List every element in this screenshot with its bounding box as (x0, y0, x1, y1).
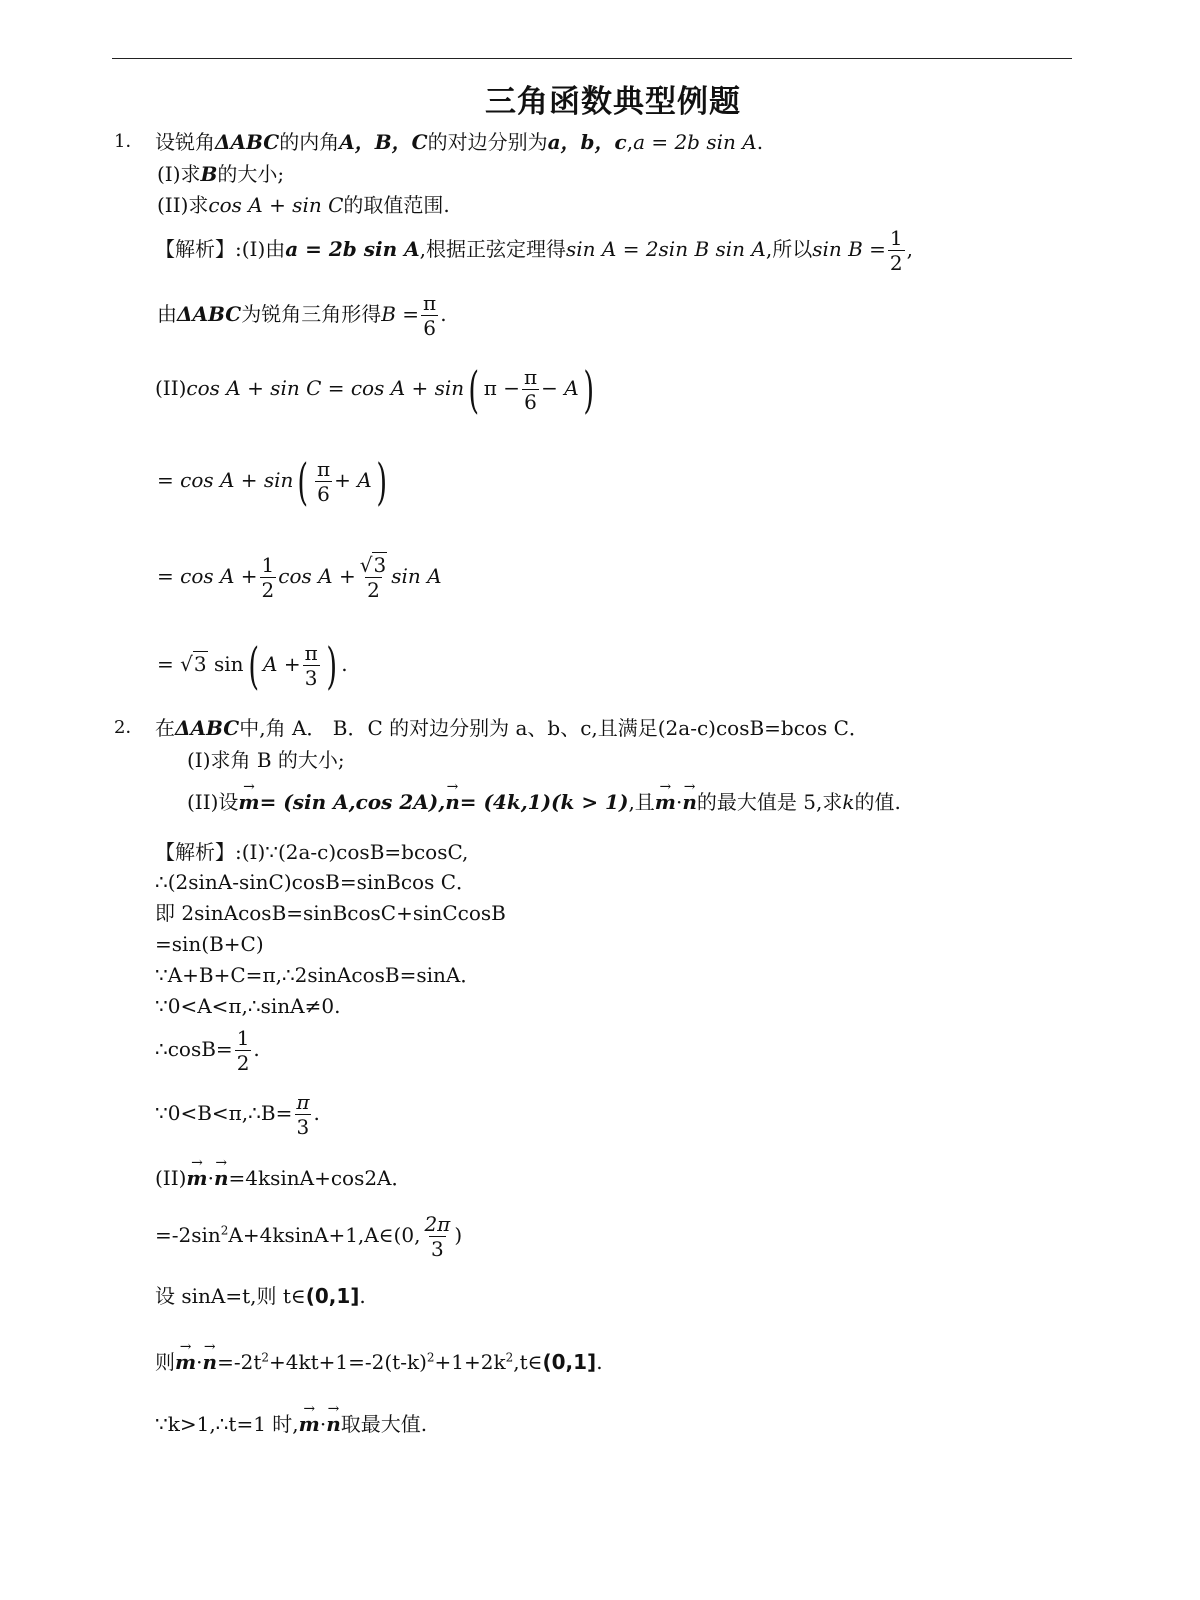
top-rule (112, 58, 1072, 59)
question-1-number: 1． (114, 131, 144, 152)
question-2-solution-line-3: 即 2sinAcosB=sinBcosC+sinCcosB (155, 901, 506, 925)
fraction: $\frac{1}{2}$ (236, 1026, 250, 1075)
question-2-stem: 在ΔABC中,角 A． B．C 的对边分别为 a、b、c,且满足(2a-c)cosB=bcos C． (155, 716, 869, 740)
fraction: $\frac{\pi}{3}$ (304, 641, 318, 690)
question-2-solution-line-7: ∴cosB= $\frac{1}{2}$ . (155, 1026, 260, 1075)
fraction: $\frac{1}{2}$ (261, 553, 275, 602)
question-1-solution-line-1: 【解析】:(I)由a = 2b sin A,根据正弦定理得sin A = 2sin B sin A,所以sin B = $\frac{1}{2}$ , (155, 226, 914, 275)
fraction: $\frac{1}{2}$ (889, 226, 903, 275)
fraction: $\frac{2\pi}{3}$ (424, 1212, 451, 1261)
question-2-solution-line-4: =sin(B+C) (155, 932, 264, 956)
question-2-solution-line-10: $=-2\sin^2A+4ksinA+1,A\in(0$, $\frac{2\pi}{3}$ ) (155, 1212, 463, 1261)
question-1-part-2: (II)求cos A + sin C的取值范围. (157, 193, 450, 217)
question-1-derivation-step-3: = cos A + $\frac{1}{2}$ cos A + $\frac{√3}{2}$ sin A (157, 553, 442, 602)
vector-m: → m (655, 788, 676, 816)
question-1-derivation-step-1: (II)cos A + sin C = cos A + sin( π − $\frac{\pi}{6}$ − A) (155, 360, 594, 419)
vector-n: → n (682, 788, 697, 816)
question-2-solution-line-2: ∴(2sinA-sinC)cosB=sinBcos C． (155, 870, 477, 894)
question-2-solution-line-8: ∵0<B<π,∴B= $\frac{\pi}{3}$ . (155, 1090, 320, 1139)
vector-m: → m (299, 1410, 320, 1438)
fraction: $\frac{\pi}{6}$ (523, 365, 538, 414)
vector-m: → m (175, 1348, 196, 1376)
vector-m: → m (238, 788, 259, 816)
question-2-solution-line-13: ∵k>1,∴t=1 时,→ m·→ n取最大值. (155, 1410, 427, 1438)
question-1-stem: 设锐角ΔABC的内角A，B，C的对边分别为a，b，c,a = 2b sin A. (155, 130, 764, 154)
fraction: $\frac{\pi}{6}$ (423, 291, 437, 340)
question-2-solution-line-11: 设 sinA=t,则 t∈(0,1]. (155, 1284, 366, 1308)
question-1-part-1: (I)求B的大小; (157, 162, 285, 186)
question-2-solution-line-6: ∵0<A<π,∴sinA≠0. (155, 994, 341, 1018)
vector-m: → m (186, 1164, 207, 1192)
question-2-solution-line-1: 【解析】:(I)∵(2a-c)cosB=bcosC, (155, 840, 469, 864)
question-2-solution-line-5: ∵A+B+C=π,∴2sinAcosB=sinA． (155, 963, 481, 987)
question-2-solution-line-12: 则→ $m\cdot\to n=-2t^2+4kt+1=-2(t-k)^2+1+2k^2,t\in(0,1]$. (155, 1348, 603, 1376)
fraction: $\frac{√3}{2}$ (359, 553, 387, 602)
vector-n: → n (326, 1410, 341, 1438)
question-1-derivation-step-2: = cos A + sin( $\frac{\pi}{6}$ + A) (157, 452, 387, 511)
page-title: 三角函数典型例题 (485, 84, 741, 120)
fraction: $\frac{\pi}{3}$ (296, 1090, 310, 1139)
question-2-part-1: (I)求角 B 的大小; (187, 748, 345, 772)
vector-n: → n (203, 1348, 218, 1376)
question-1-derivation-step-4: = √3 sin( A + $\frac{\pi}{3}$ ) . (157, 636, 348, 695)
question-2-number: 2． (114, 717, 144, 738)
question-2-solution-line-9: (II)→ m·→ n=4ksinA+cos2A． (155, 1164, 412, 1192)
question-1-solution-line-2: 由ΔABC为锐角三角形得B = $\frac{\pi}{6}$ . (157, 291, 447, 340)
vector-n: → n (214, 1164, 229, 1192)
question-2-part-2: (II)设→ m= (sin A,cos 2A),→ n= (4k,1)(k > 1),且→ m·→ n的最大值是 5,求k的值. (187, 788, 901, 816)
fraction: $\frac{\pi}{6}$ (316, 457, 331, 506)
vector-n: → n (445, 788, 460, 816)
